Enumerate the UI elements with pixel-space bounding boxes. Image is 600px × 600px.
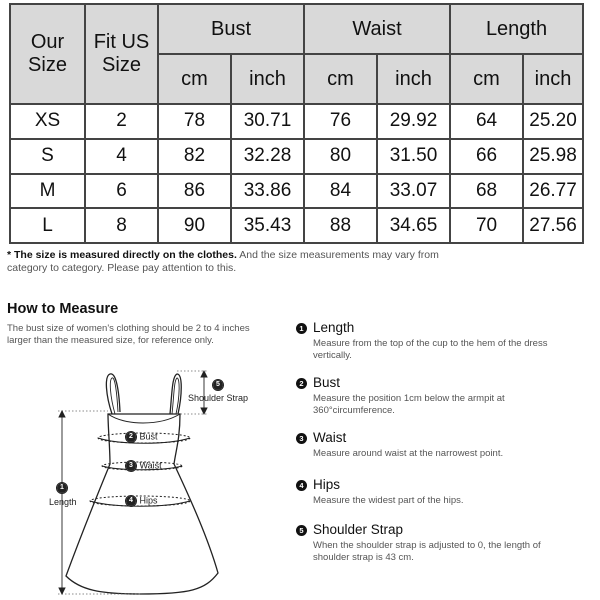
measure-title: Waist <box>313 430 347 445</box>
table-cell: 68 <box>450 174 523 209</box>
header-length: Length <box>450 4 583 54</box>
table-cell: 82 <box>158 139 231 174</box>
number-1-icon: 1 <box>56 482 68 494</box>
table-cell: 31.50 <box>377 139 450 174</box>
number-1-icon: 1 <box>296 323 307 334</box>
header-our-size: Our Size <box>10 4 85 104</box>
unit-bust-inch: inch <box>231 54 304 104</box>
bust-label-text: Bust <box>139 431 158 442</box>
table-cell: 25.98 <box>523 139 583 174</box>
unit-waist-inch: inch <box>377 54 450 104</box>
measure-title: Length <box>313 320 355 335</box>
unit-length-inch: inch <box>523 54 583 104</box>
unit-bust-cm: cm <box>158 54 231 104</box>
size-note <box>7 249 477 275</box>
table-cell: 27.56 <box>523 208 583 243</box>
table-cell: 90 <box>158 208 231 243</box>
table-row <box>10 174 583 209</box>
table-cell: XS <box>10 104 85 139</box>
table-cell: L <box>10 208 85 243</box>
number-2-icon: 2 <box>296 378 307 389</box>
unit-waist-cm: cm <box>304 54 377 104</box>
table-cell: 78 <box>158 104 231 139</box>
measure-description: Measure the widest part of the hips. <box>313 495 464 506</box>
neckline <box>108 414 180 423</box>
table-cell: 25.20 <box>523 104 583 139</box>
table-cell: 86 <box>158 174 231 209</box>
table-cell: S <box>10 139 85 174</box>
how-to-measure-description: The bust size of women's clothing should be 2 to 4 inches larger than the measured size, for reference only. <box>7 323 250 346</box>
table-cell: 26.77 <box>523 174 583 209</box>
number-5-icon: 5 <box>212 379 224 391</box>
table-cell: 33.07 <box>377 174 450 209</box>
size-note-text: And the size measurements may vary from category to category. Please pay attention to this. <box>7 249 439 274</box>
shoulder-strap-text: Shoulder Strap <box>188 393 249 403</box>
table-cell: 8 <box>85 208 158 243</box>
table-cell: 6 <box>85 174 158 209</box>
waist-label-text: Waist <box>139 460 162 471</box>
number-4-icon: 4 <box>296 480 307 491</box>
header-bust: Bust <box>158 4 304 54</box>
measure-description: Measure from the top of the cup to the hem of the dress vertically. <box>313 338 548 361</box>
table-cell: 35.43 <box>231 208 304 243</box>
how-to-measure-title: How to Measure <box>7 301 119 317</box>
table-cell: 70 <box>450 208 523 243</box>
strap-arrow-bottom <box>201 408 207 414</box>
measure-description: When the shoulder strap is adjusted to 0, the length of shoulder strap is 43 cm. <box>313 540 541 563</box>
waist-label <box>125 460 162 472</box>
length-label-icon-wrap <box>56 482 68 494</box>
table-cell: 32.28 <box>231 139 304 174</box>
number-5-icon: 5 <box>296 525 307 536</box>
hips-label-text: Hips <box>139 495 158 506</box>
unit-length-cm: cm <box>450 54 523 104</box>
hips-label <box>125 495 158 507</box>
number-3-icon: 3 <box>125 460 137 472</box>
size-chart-table <box>9 3 584 244</box>
table-cell: 34.65 <box>377 208 450 243</box>
measure-description: Measure around waist at the narrowest point. <box>313 448 504 459</box>
length-label-text: Length <box>49 497 77 507</box>
table-cell: 66 <box>450 139 523 174</box>
shoulder-strap-label <box>212 379 224 391</box>
table-cell: 30.71 <box>231 104 304 139</box>
table-row <box>10 104 583 139</box>
table-cell: 76 <box>304 104 377 139</box>
size-note-bold: * The size is measured directly on the clothes. <box>7 249 237 261</box>
strap-arrow-top <box>201 371 207 377</box>
number-2-icon: 2 <box>125 431 137 443</box>
measure-title: Bust <box>313 375 341 390</box>
bust-label <box>125 431 158 443</box>
table-cell: 64 <box>450 104 523 139</box>
measure-title: Shoulder Strap <box>313 522 404 537</box>
table-cell: 84 <box>304 174 377 209</box>
table-cell: 29.92 <box>377 104 450 139</box>
header-waist: Waist <box>304 4 450 54</box>
table-cell: M <box>10 174 85 209</box>
table-cell: 4 <box>85 139 158 174</box>
header-fit-us-size: Fit US Size <box>85 4 158 104</box>
table-row <box>10 139 583 174</box>
measure-description: Measure the position 1cm below the armpit at 360°circumference. <box>313 393 505 416</box>
measure-title: Hips <box>313 477 341 492</box>
number-4-icon: 4 <box>125 495 137 507</box>
length-arrow-bottom <box>59 588 65 594</box>
table-cell: 80 <box>304 139 377 174</box>
length-arrow-top <box>59 411 65 417</box>
table-cell: 88 <box>304 208 377 243</box>
number-3-icon: 3 <box>296 433 307 444</box>
table-row <box>10 208 583 243</box>
table-cell: 33.86 <box>231 174 304 209</box>
table-cell: 2 <box>85 104 158 139</box>
